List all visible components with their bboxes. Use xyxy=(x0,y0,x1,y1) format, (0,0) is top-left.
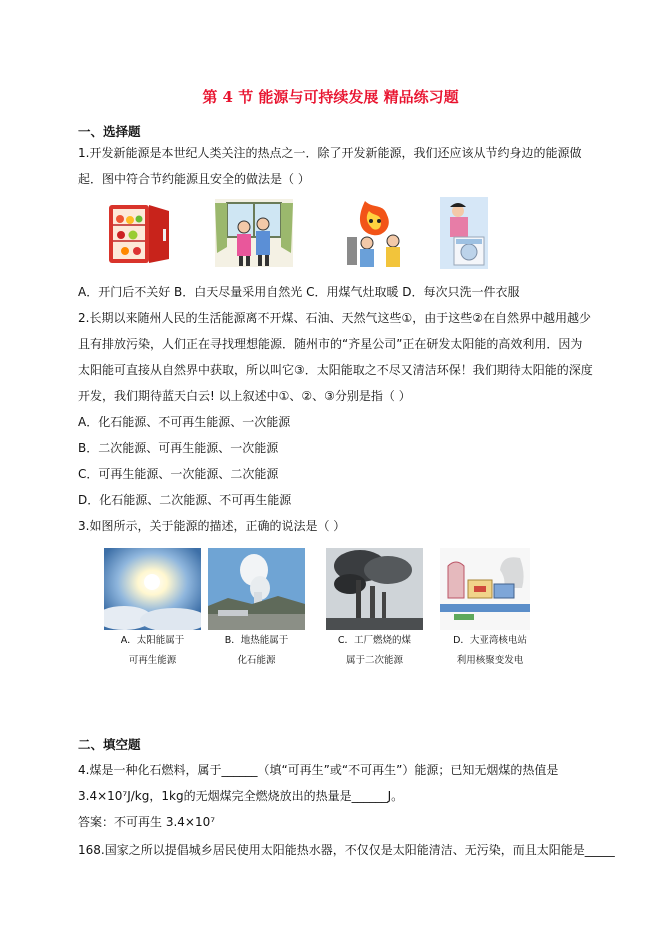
caption-d xyxy=(440,634,540,668)
question-1-line-1: 1.开发新能源是本世纪人类关注的热点之一．除了开发新能源，我们还应该从节约身边的能源做 xyxy=(78,146,582,160)
question-4-answer: 答案：不可再生 3.4×10⁷ xyxy=(78,815,216,829)
caption-a-line-2: 可再生能源 xyxy=(128,655,177,666)
question-168-line-1: 168.国家之所以提倡城乡居民使用太阳能热水器，不仅仅是太阳能清洁、无污染，而且太阳能是_____ xyxy=(78,843,615,857)
question-2-line-3: 太阳能可直接从自然界中获取，所以叫它③．太阳能取之不尽又清洁环保！我们期待太阳能的深度 xyxy=(78,363,593,377)
caption-b-line-1: B．地热能属于 xyxy=(224,635,289,646)
caption-b xyxy=(208,634,305,668)
question-3-line-1: 3.如图所示，关于能源的描述，正确的说法是（ ） xyxy=(78,519,346,533)
factory-smoke-photo xyxy=(326,548,423,630)
question-2-line-1: 2.长期以来随州人民的生活能源离不开煤、石油、天然气这些①，由于这些②在自然界中越用越少 xyxy=(78,311,591,325)
caption-c-line-2: 属于二次能源 xyxy=(345,655,403,666)
question-2-line-4: 开发，我们期待蓝天白云! 以上叙述中①、②、③分别是指（ ） xyxy=(78,389,411,403)
question-1-options: A．开门后不关好 B．白天尽量采用自然光 C．用煤气灶取暖 D．每次只洗一件衣服 xyxy=(78,285,520,299)
section-heading-choice: 一、选择题 xyxy=(78,124,141,139)
question-2-line-2: 且有排放污染，人们正在寻找理想能源．随州市的“齐星公司”正在研发太阳能的高效利用．因为 xyxy=(78,337,583,351)
caption-b-line-2: 化石能源 xyxy=(237,655,276,666)
sun-clouds-photo xyxy=(104,548,201,630)
question-1-line-2: 起．图中符合节约能源且安全的做法是（ ） xyxy=(78,172,310,186)
question-2-option-b: B．二次能源、可再生能源、一次能源 xyxy=(78,441,279,455)
question-2-option-a: A．化石能源、不可再生能源、一次能源 xyxy=(78,415,291,429)
section-heading-fill: 二、填空题 xyxy=(78,737,141,752)
geothermal-plant-photo xyxy=(208,548,305,630)
caption-c-line-1: C．工厂燃烧的煤 xyxy=(337,635,412,646)
question-2-option-c: C．可再生能源、一次能源、二次能源 xyxy=(78,467,279,481)
open-fridge-illustration xyxy=(103,197,175,269)
question-2-option-d: D．化石能源、二次能源、不可再生能源 xyxy=(78,493,292,507)
caption-a-line-1: A．太阳能属于 xyxy=(120,635,185,646)
gas-stove-heating-illustration xyxy=(343,197,413,269)
washing-machine-illustration xyxy=(440,197,488,269)
caption-d-line-2: 利用核聚变发电 xyxy=(456,655,524,666)
caption-c xyxy=(326,634,423,668)
page-title: 第 4 节 能源与可持续发展 精品练习题 xyxy=(202,88,459,106)
caption-d-line-1: D．大亚湾核电站 xyxy=(453,635,527,646)
question-4-line-1: 4.煤是一种化石燃料，属于______（填“可再生”或“不可再生”）能源；已知无烟煤的热值是 xyxy=(78,763,559,777)
window-sunlight-illustration xyxy=(213,197,295,269)
nuclear-plant-diagram xyxy=(440,548,530,630)
caption-a xyxy=(106,634,199,668)
question-4-line-2: 3.4×10⁷J/kg，1kg的无烟煤完全燃烧放出的热量是______J。 xyxy=(78,789,404,803)
